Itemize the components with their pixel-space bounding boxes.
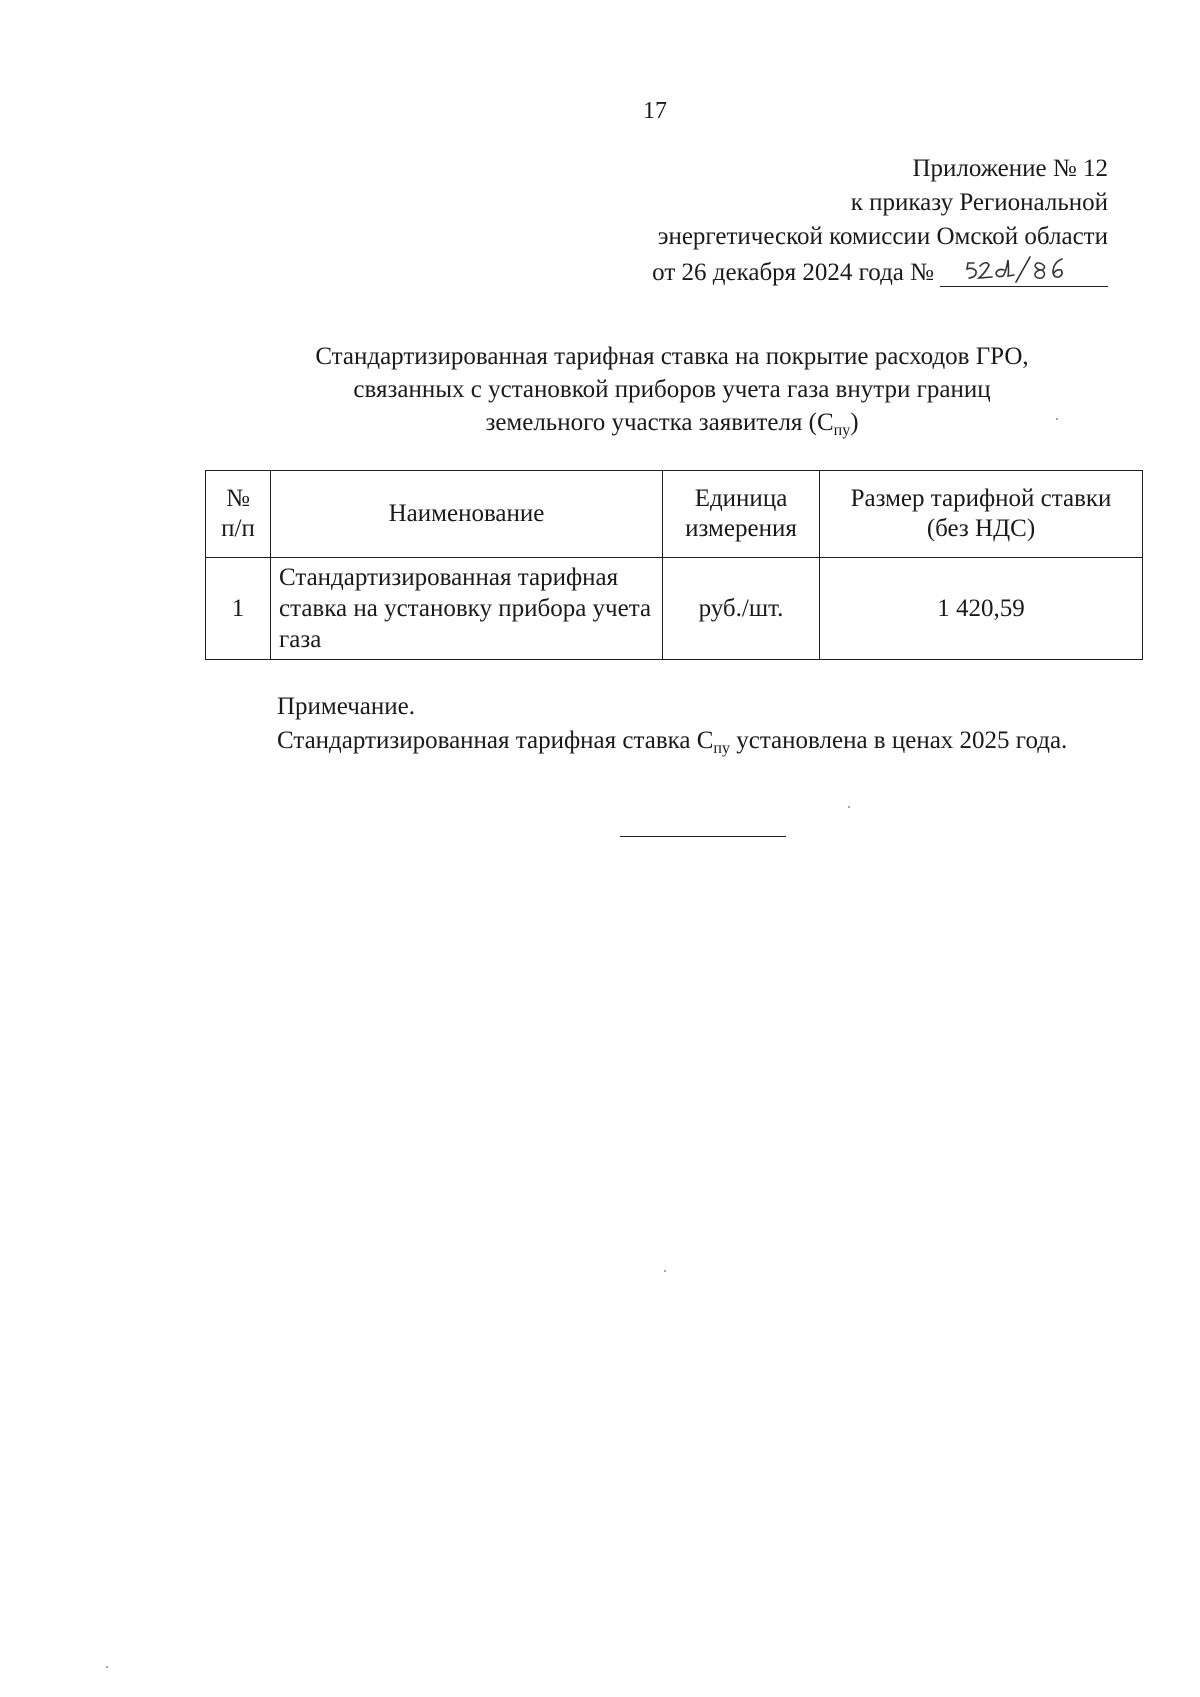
annex-order-ref: к приказу Региональной: [850, 189, 1108, 216]
note-text-start: Стандартизированная тарифная ставка С: [277, 727, 714, 754]
header-rate: Размер тарифной ставки (без НДС): [820, 471, 1143, 558]
title-line-2: связанных с установкой приборов учета газа внутри границ: [353, 376, 991, 403]
row-rate: 1 420,59: [820, 558, 1143, 660]
table-header-row: [206, 471, 1143, 558]
row-name: Стандартизированная тарифная ставка на установку прибора учета газа: [271, 558, 663, 660]
note-text-end: установлена в ценах 2025 года.: [729, 727, 1068, 754]
end-rule: [620, 836, 786, 837]
title-line-1: Стандартизированная тарифная ставка на покрытие расходов ГРО,: [315, 343, 1029, 370]
header-unit: Единица измерения: [663, 471, 820, 558]
scan-speck: [664, 1270, 666, 1272]
scan-speck: [106, 1666, 108, 1668]
annex-date-line: [652, 254, 1108, 290]
scan-speck: [1056, 418, 1058, 420]
title-line-3-text: земельного участка заявителя (С: [485, 409, 834, 436]
title-line-3: [232, 406, 1112, 447]
row-unit: руб./шт.: [663, 558, 820, 660]
scan-speck: [848, 806, 850, 808]
note-block: [205, 690, 1127, 766]
table-row: [206, 558, 1143, 660]
annex-date: от 26 декабря 2024 года №: [652, 259, 934, 286]
tariff-table: [205, 470, 1143, 660]
note-subscript: пу: [713, 740, 730, 757]
header-num: № п/п: [206, 471, 271, 558]
annex-commission: энергетической комиссии Омской области: [657, 223, 1108, 250]
handwritten-signature-icon: [964, 254, 1084, 284]
title-line-3-end: ): [850, 409, 859, 436]
handwritten-order-number: [940, 254, 1108, 287]
header-name: Наименование: [271, 471, 663, 558]
document-title: [232, 340, 1112, 447]
note-label: Примечание.: [277, 693, 416, 720]
row-num: 1: [206, 558, 271, 660]
title-subscript: пу: [833, 422, 851, 439]
page-number: 17: [643, 98, 667, 124]
note-text: [205, 724, 1127, 766]
annex-header: [652, 152, 1108, 290]
annex-title: Приложение № 12: [912, 155, 1108, 182]
